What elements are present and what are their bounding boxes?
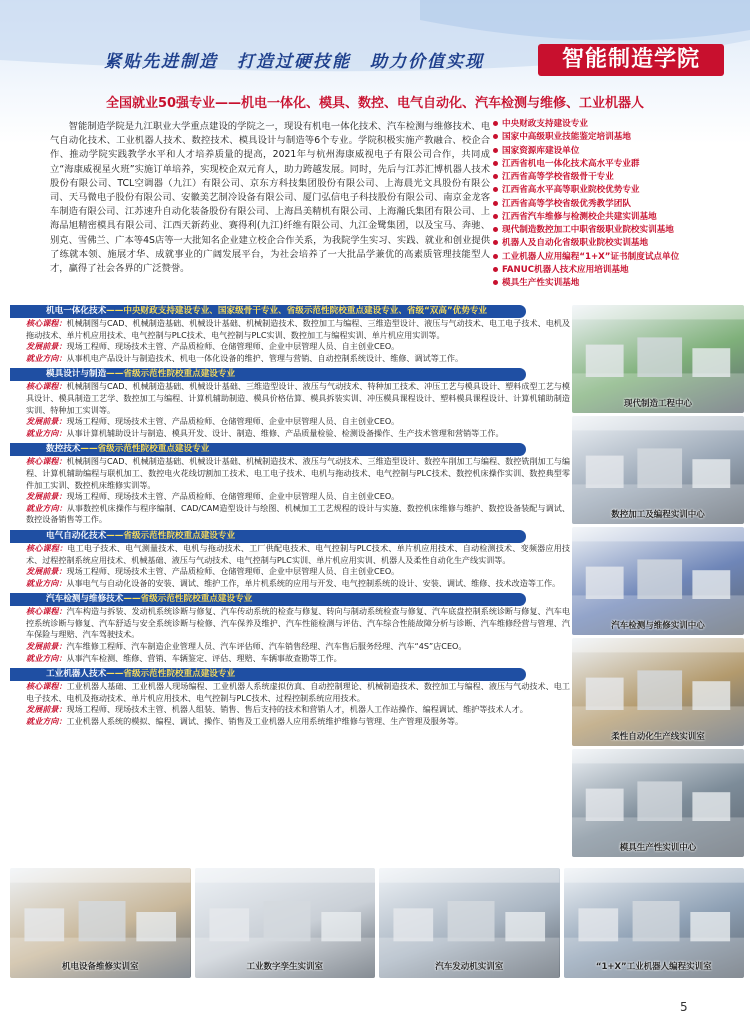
core-courses-text: 机械制图与CAD、机械制造基础、机械设计基础、三维造型设计、液压与气动技术、特种加工技术、冲压工艺与模具设计、塑料成型工艺与模具设计、模具制造工艺学、数控加工与编程、计算机辅助制造、模具价格估算、模具拆装实训、冲压模具课程设计、塑料模具课程设计、计算机辅助制造实训、特种加工实训等。 [26,381,570,415]
page-number: 5 [680,1000,688,1014]
bullet-icon [493,240,498,245]
bullet-icon [493,227,498,232]
career-prospects-label: 发展前景： [26,641,67,652]
career-prospects-text: 现场工程师、现场技术主管、产品质检师、仓储管理师、企业中层管理人员、自主创业CEO。 [66,416,400,427]
honor-item: 国家中高级职业技能鉴定培训基地 [493,131,743,144]
photo-caption: “1+X”工业机器人编程实训室 [595,962,712,972]
career-prospects [10,566,570,578]
job-directions-label: 就业方向： [26,716,67,727]
bullet-icon [493,174,498,179]
major-block [10,305,570,364]
slogan: 紧贴先进制造 打造过硬技能 助力价值实现 [104,52,484,72]
job-directions-label: 就业方向： [26,352,67,363]
bullet-icon [493,280,498,285]
major-heading [10,593,526,606]
honor-item: 江西省高水平高等职业院校优势专业 [493,184,743,197]
bullet-icon [493,254,498,259]
photo-caption: 工业数字孪生实训室 [246,962,323,972]
core-courses [10,606,570,641]
major-name: 数控技术 [46,444,81,455]
training-room-photo [572,749,744,857]
training-room-photo [572,416,744,524]
job-directions-text: 从事机电产品设计与制造技术、机电一体化设备的维护、管理与营销、自动控制系统设计、维修、调试等工作。 [66,352,464,363]
major-block [10,530,570,589]
core-courses-label: 核心课程： [26,318,67,328]
majors-subtitle: 全国就业50强专业——机电一体化、模具、数控、电气自动化、汽车检测与维修、工业机器人 [105,96,645,111]
bullet-icon [493,267,498,272]
career-prospects-text: 现场工程师、现场技术主管、机器人组装、销售、售后支持的技术和营销人才，机器人工作站操作、编程调试、维护等技术人才。 [66,704,528,715]
side-photos [572,305,744,860]
job-directions-label: 就业方向： [26,652,67,663]
career-prospects-text: 汽车维修工程师、汽车制造企业管理人员、汽车评估师、汽车销售经理、汽车售后服务经理、汽车“4S”店CEO。 [66,641,467,652]
major-heading [10,443,526,456]
majors-section [10,305,570,732]
bullet-icon [493,161,498,166]
major-heading [10,668,526,681]
core-courses [10,456,570,491]
bullet-icon [493,121,498,126]
job-directions [10,653,570,665]
honor-item: 江西省汽车维修与检测校企共建实训基地 [493,211,743,224]
honor-item: 江西省高等学校省级骨干专业 [493,171,743,184]
honor-item: 工业机器人应用编程“1+X”证书制度试点单位 [493,251,743,264]
training-room-photo [572,638,744,746]
job-directions [10,716,570,728]
major-name: 汽车检测与维修技术 [46,594,124,605]
core-courses-label: 核心课程： [26,456,67,467]
career-prospects [10,704,570,716]
major-heading [10,368,526,381]
training-room-photo [572,305,744,413]
job-directions-label: 就业方向： [26,427,67,438]
job-directions [10,503,570,526]
major-name: 模具设计与制造 [46,369,107,380]
bullet-icon [493,214,498,219]
job-directions [10,353,570,365]
photo-caption: 数控加工及编程实训中心 [611,510,705,520]
honor-item: 江西省机电一体化技术高水平专业群 [493,158,743,171]
career-prospects-text: 现场工程师、现场技术主管、产品质检师、仓储管理师、企业中层管理人员、自主创业CEO。 [66,491,400,502]
bullet-icon [493,201,498,206]
core-courses-text: 机械制图与CAD、机械制造基础、机械设计基础、机械制造技术、数控加工与编程、三维造型设计、液压与气动技术、电工电子技术、电机及拖动技术、单片机应用技术、电气控制与PLC技术、电气控制与PLC实训、数控加工与编程实训、单片机应用实训等。 [26,318,570,340]
honor-item: 模具生产性实训基地 [493,277,743,290]
job-directions-text: 从事数控机床操作与程序编制、CAD/CAM造型设计与绘图、机械加工工艺规程的设计与实施、数控机床维修与维护、数控设备装配与调试、数控设备销售等工作。 [26,502,570,525]
core-courses-label: 核心课程： [26,606,67,617]
core-courses-text: 汽车构造与拆装、发动机系统诊断与修复、汽车传动系统的检查与修复、转向与制动系统检查与修复、汽车底盘控制系统诊断与修复、汽车电控系统诊断与修复、汽车舒适与安全系统诊断与检修、汽车保养及维护、汽车性能检测与评估、汽车综合性能故障分析与诊断、汽车维修经营与管理、汽车保险与理赔、汽车驾驶技术。 [26,606,570,640]
training-room-photo [564,868,745,978]
career-prospects-label: 发展前景： [26,341,67,352]
core-courses [10,318,570,341]
college-title: 智能制造学院 [538,44,724,76]
major-designation: ——中央财政支持建设专业、国家级骨干专业、省级示范性院校重点建设专业、省级“双高”优势专业 [106,306,488,316]
career-prospects-label: 发展前景： [26,566,67,577]
photo-caption: 机电设备维修实训室 [61,962,139,972]
core-courses-text: 工业机器人基础、工业机器人现场编程、工业机器人系统虚拟仿真、自动控制理论、机械制造技术、数控加工与编程、液压与气动技术、电工电子技术、电机及拖动技术、单片机应用技术、电气控制与PLC技术、过程控制系统应用技术。 [26,681,570,703]
major-block [10,368,570,439]
major-designation: ——省级示范性院校重点建设专业 [106,369,236,380]
core-courses-text: 电工电子技术、电气测量技术、电机与拖动技术、工厂供配电技术、电气控制与PLC技术、单片机应用技术、自动检测技术、变频器应用技术、过程控制系统应用技术、机械基础、液压与气动技术、电气控制与PLC实训、单片机应用实训、机器人及柔性自动化生产线实训等。 [26,542,570,565]
honor-item: 中央财政支持建设专业 [493,118,743,131]
career-prospects-label: 发展前景： [26,416,67,427]
honor-item: FANUC机器人技术应用培训基地 [493,264,743,277]
major-block [10,668,570,727]
major-designation: ——省级示范性院校重点建设专业 [106,669,236,680]
career-prospects [10,491,570,503]
major-heading [10,305,526,318]
core-courses [10,543,570,566]
bullet-icon [493,134,498,139]
major-designation: ——省级示范性院校重点建设专业 [80,444,210,455]
job-directions [10,428,570,440]
major-designation: ——省级示范性院校重点建设专业 [106,530,236,541]
core-courses-label: 核心课程： [26,681,67,692]
bullet-icon [493,187,498,192]
bullet-icon [493,148,498,153]
photo-caption: 汽车发动机实训室 [435,962,504,972]
job-directions-label: 就业方向： [26,577,67,588]
core-courses-label: 核心课程： [26,381,67,392]
major-designation: ——省级示范性院校重点建设专业 [123,594,253,605]
career-prospects [10,416,570,428]
honor-item: 江西省高等学校省级优秀教学团队 [493,198,743,211]
intro-paragraph: 智能制造学院是九江职业大学重点建设的学院之一，现设有机电一体化技术、汽车检测与维修技术、电气自动化技术、工业机器人技术、数控技术、模具设计与制造等6个专业。学院积极实施产教融合、校企合作、推动学院实践教学水平和人才培养质量的提高，2021年与杭州海康威视电子有限公司合作，共同成立“海康威视星火班”实施订单培养，实现校企双元育人，助力跨越发展。同时，先后与江苏汇博机器人技术股份有限公司、TCL空调器（九江）有限公司、京东方科技集团股份有限公司、上海晨光文具股份有限公司、天马微电子股份有限公司、安徽美艺制冷设备有限公司、厦门弘信电子科技股份有限公司、南京金龙客车制造有限公司、江苏速升自动化装备股份有限公司、上海昌美精机有限公司、上海瀚氏集团有限公司、上海品旭精密模具有限公司、江西天新药业、赛得利(九江)纤维有限公司、九江金鹭集团，以及宝马、奔驰、别克、雪佛兰、广本等4S店等一大批知名企业建立校企合作关系，为我院学生实习、实践、就业和创业提供了练就本领、施展才华、成就事业的广阔发展平台，为社会培养了一大批品学兼优的高素质管理技能型人才，赢得了社会各界的广泛赞誉。 [50,121,490,275]
career-prospects-text: 现场工程师、现场技术主管、产品质检师、仓储管理师、企业中层管理人员、自主创业CEO。 [66,566,400,577]
photo-caption: 模具生产性实训中心 [619,843,697,853]
honor-item: 机器人及自动化省级职业院校实训基地 [493,237,743,250]
career-prospects [10,341,570,353]
career-prospects-label: 发展前景： [26,491,67,502]
core-courses [10,681,570,704]
career-prospects-label: 发展前景： [26,704,67,715]
job-directions-text: 从事电气与自动化设备的安装、调试、维护工作，单片机系统的应用与开发、电气控制系统的设计、安装、调试、维修、技术改造等工作。 [66,577,561,588]
career-prospects-text: 现场工程师、现场技术主管、产品质检师、仓储管理师、企业中层管理人员、自主创业CEO。 [66,341,400,352]
training-room-photo [379,868,560,978]
job-directions-text: 从事计算机辅助设计与制造、模具开发、设计、制造、维修、产品质量检验、检测设备操作、生产技术管理和营销等工作。 [66,427,504,438]
bottom-photos [10,868,744,978]
training-room-photo [572,527,744,635]
major-block [10,443,570,526]
major-name: 工业机器人技术 [46,669,107,680]
major-name: 电气自动化技术 [46,530,107,541]
honor-item: 现代制造数控加工中职省级职业院校实训基地 [493,224,743,237]
major-heading [10,530,526,543]
job-directions-text: 从事汽车检测、维修、营销、车辆鉴定、评估、理赔、车辆事故查勘等工作。 [66,652,342,663]
job-directions-text: 工业机器人系统的模拟、编程、调试、操作、销售及工业机器人应用系统维护维修与管理、生产管理及服务等。 [66,716,464,727]
photo-caption: 柔性自动化生产线实训室 [611,732,705,742]
major-block [10,593,570,664]
job-directions [10,578,570,590]
photo-caption: 现代制造工程中心 [623,399,692,409]
honors-list [493,118,743,290]
honor-item: 国家资源库建设单位 [493,145,743,158]
core-courses [10,381,570,416]
training-room-photo [195,868,376,978]
core-courses-text: 机械制图与CAD、机械制造基础、机械设计基础、机械制造技术、液压与气动技术、三维造型设计、数控车削加工与编程、数控铣削加工与编程、计算机辅助编程与联机加工、数控电火花线切割加工技术、电工电子技术、电机与拖动技术、电气控制与PLC技术、数控机床操作实训、数控典型零件加工实训、数控机床维修实训等。 [26,456,570,490]
core-courses-label: 核心课程： [26,542,68,553]
photo-caption: 汽车检测与维修实训中心 [611,621,705,631]
major-name: 机电一体化技术 [46,306,107,316]
job-directions-label: 就业方向： [26,502,67,513]
training-room-photo [10,868,191,978]
career-prospects [10,641,570,653]
